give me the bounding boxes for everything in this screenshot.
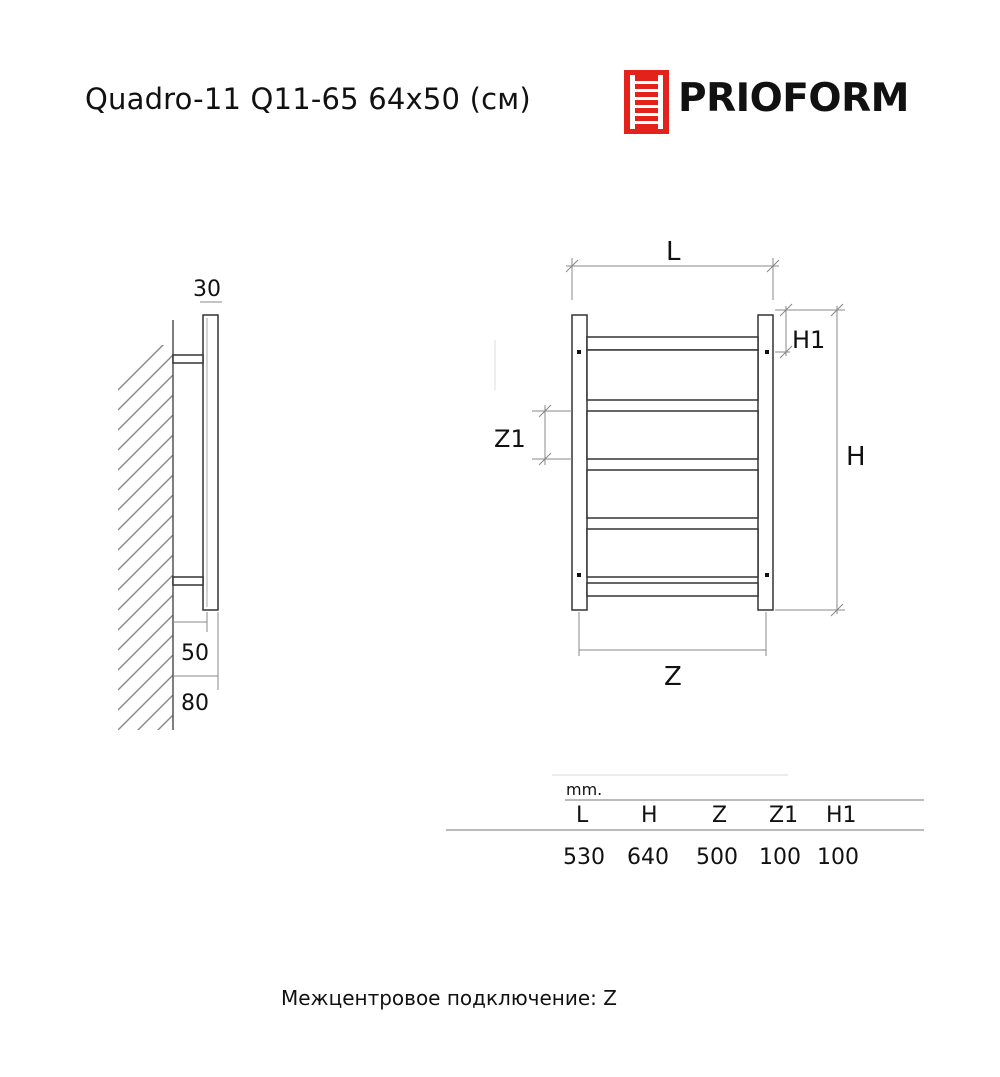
top-bracket [173, 355, 203, 363]
side-view-drawing [0, 0, 300, 760]
dim-Z-label: Z [664, 662, 682, 692]
dim-L-label: L [666, 237, 681, 267]
mount-point [765, 350, 769, 354]
rung [587, 350, 758, 400]
rung [587, 529, 758, 577]
rung [587, 411, 758, 459]
page-title: Quadro-11 Q11-65 64x50 (см) [85, 82, 531, 116]
dim-H-label: H [846, 442, 866, 472]
spec-table [440, 760, 930, 880]
table-header-H1: H1 [826, 803, 857, 828]
table-unit: mm. [566, 780, 603, 799]
mount-point [765, 573, 769, 577]
table-value-Z: 500 [696, 845, 738, 870]
ladder-logo-icon [624, 70, 669, 134]
radiator-side-profile [203, 315, 218, 610]
front-view-drawing [420, 220, 920, 700]
mount-point [577, 350, 581, 354]
table-value-Z1: 100 [759, 845, 801, 870]
brand-name: PRIOFORM [678, 76, 909, 121]
side-dim-80-label: 80 [181, 691, 209, 716]
dim-H1-label: H1 [792, 326, 826, 354]
dim-Z1-label: Z1 [494, 425, 526, 453]
mount-point [577, 573, 581, 577]
bottom-crossbar [587, 583, 758, 596]
rung [587, 470, 758, 518]
table-value-H: 640 [627, 845, 669, 870]
table-header-Z: Z [712, 803, 728, 828]
right-vertical-pipe [758, 315, 773, 610]
side-dim-50-label: 50 [181, 641, 209, 666]
table-header-Z1: Z1 [769, 803, 799, 828]
bottom-bracket [173, 577, 203, 585]
side-top-dim-label: 30 [193, 277, 221, 302]
left-vertical-pipe [572, 315, 587, 610]
footer-note: Межцентровое подключение: Z [281, 986, 617, 1010]
top-crossbar [587, 337, 758, 350]
table-value-H1: 100 [817, 845, 859, 870]
table-value-L: 530 [563, 845, 605, 870]
table-header-H: H [641, 803, 658, 828]
table-header-L: L [576, 803, 589, 828]
wall-hatching [118, 335, 173, 760]
